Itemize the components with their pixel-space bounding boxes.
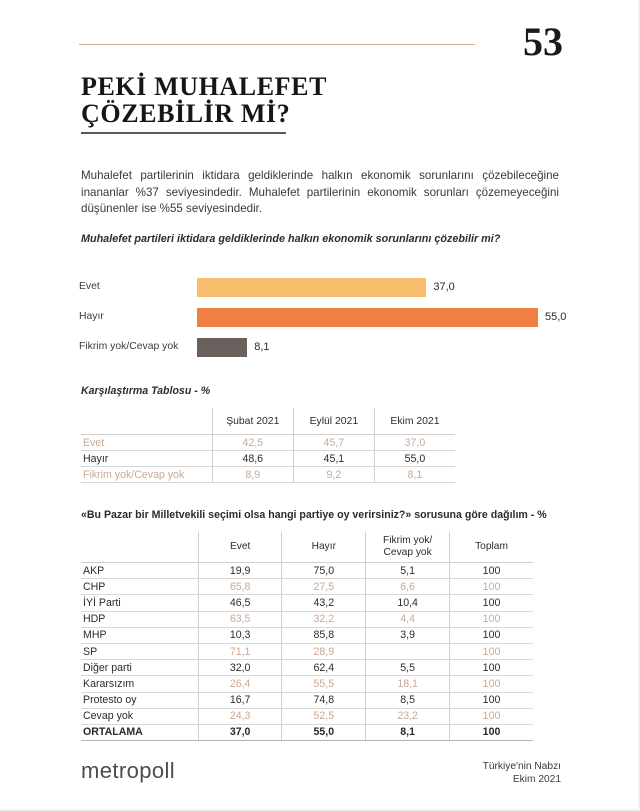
bar-row (79, 278, 569, 300)
table-cell: 16,7 (198, 692, 282, 708)
table-cell: 10,4 (366, 595, 450, 611)
bar-track (197, 338, 569, 357)
table-cell: 9,2 (293, 467, 374, 483)
table-cell: 100 (450, 627, 533, 643)
table-cell: 5,5 (366, 660, 450, 676)
page-header (79, 19, 563, 68)
column-header-toplam: Toplam (450, 532, 533, 563)
table-cell: 100 (450, 611, 533, 627)
column-header-blank (81, 408, 212, 435)
table-row (81, 579, 533, 595)
table-row (81, 563, 533, 579)
table-cell (366, 643, 450, 659)
table-cell: 37,0 (198, 724, 282, 740)
table-row (81, 708, 533, 724)
table-cell: 100 (450, 724, 533, 740)
bar-value: 8,1 (254, 341, 270, 353)
table-cell: 24,3 (198, 708, 282, 724)
table-cell: 26,4 (198, 676, 282, 692)
table-cell: 100 (450, 579, 533, 595)
bar-label: Evet (79, 281, 100, 292)
table-cell: 100 (450, 676, 533, 692)
survey-question: Muhalefet partileri iktidara geldiklerinde halkın ekonomik sorunlarını çözebilir mi? (81, 233, 501, 245)
table-cell: 27,5 (282, 579, 366, 595)
footer-meta-line-1: Türkiye'nin Nabzı (482, 761, 561, 772)
bar-row (79, 308, 569, 330)
table-cell: 32,2 (282, 611, 366, 627)
table-cell: 43,2 (282, 595, 366, 611)
row-label: Protesto oy (81, 692, 198, 708)
table-row (81, 692, 533, 708)
bar-chart (79, 278, 569, 368)
page-footer (81, 758, 561, 794)
table-row (81, 467, 455, 483)
column-header-evet: Evet (198, 532, 282, 563)
row-label: Cevap yok (81, 708, 198, 724)
summary-paragraph: Muhalefet partilerinin iktidara geldiklerinde halkın ekonomik sorunlarını çözebileceğine inananlar %37 seviyesindedir. Muhalefet partilerinin ekonomik sorunları çözemeyeceğini düşünenler ise %55 seviyesindedir. (81, 169, 559, 215)
party-table (81, 532, 533, 741)
table-row (81, 724, 533, 740)
column-header-blank (81, 532, 198, 563)
row-label: MHP (81, 627, 198, 643)
row-label: Evet (81, 435, 212, 451)
comparison-table (81, 408, 455, 483)
table-cell: 32,0 (198, 660, 282, 676)
table-cell: 85,8 (282, 627, 366, 643)
table-cell: 75,0 (282, 563, 366, 579)
table-row (81, 643, 533, 659)
row-label: AKP (81, 563, 198, 579)
table-cell: 23,2 (366, 708, 450, 724)
table-cell: 55,0 (374, 451, 455, 467)
table-cell: 62,4 (282, 660, 366, 676)
page-title-line-1: PEKİ MUHALEFET (81, 72, 328, 101)
table-cell: 8,1 (374, 467, 455, 483)
table-row (81, 451, 455, 467)
row-label: Fikrim yok/Cevap yok (81, 467, 212, 483)
table-cell: 52,5 (282, 708, 366, 724)
header-rule (79, 44, 475, 45)
table-cell: 8,5 (366, 692, 450, 708)
table-cell: 8,1 (366, 724, 450, 740)
bar-label: Fikrim yok/Cevap yok (79, 341, 179, 352)
table-cell: 42,5 (212, 435, 293, 451)
table-cell: 74,8 (282, 692, 366, 708)
page-number: 53 (523, 19, 563, 64)
row-label: Kararsızım (81, 676, 198, 692)
row-label: İYİ Parti (81, 595, 198, 611)
bar-label: Hayır (79, 311, 104, 322)
row-label: Hayır (81, 451, 212, 467)
table-cell: 100 (450, 660, 533, 676)
row-label: HDP (81, 611, 198, 627)
table-cell: 48,6 (212, 451, 293, 467)
table-cell: 45,1 (293, 451, 374, 467)
table-cell: 4,4 (366, 611, 450, 627)
table-cell: 3,9 (366, 627, 450, 643)
bar-track (197, 278, 569, 297)
table-header-row (81, 532, 533, 563)
table-cell: 18,1 (366, 676, 450, 692)
table-cell: 55,0 (282, 724, 366, 740)
table-cell: 100 (450, 692, 533, 708)
page-title-line-2: ÇÖZEBİLİR Mİ? (81, 99, 291, 128)
party-table-caption: «Bu Pazar bir Milletvekili seçimi olsa hangi partiye oy verirsiniz?» sorusuna göre dağılım - % (81, 509, 547, 521)
row-label: CHP (81, 579, 198, 595)
table-cell: 100 (450, 595, 533, 611)
table-cell: 100 (450, 563, 533, 579)
bar-value: 37,0 (433, 281, 455, 293)
table-row (81, 611, 533, 627)
table-row (81, 435, 455, 451)
table-cell: 19,9 (198, 563, 282, 579)
column-header-fikrim-yok (366, 532, 450, 563)
column-header-hayir: Hayır (282, 532, 366, 563)
footer-meta (483, 760, 561, 786)
page-title (81, 73, 501, 134)
bar-row (79, 338, 569, 360)
table-cell: 63,5 (198, 611, 282, 627)
party-table-section (81, 509, 547, 741)
table-cell: 8,9 (212, 467, 293, 483)
table-cell: 46,5 (198, 595, 282, 611)
table-cell: 65,8 (198, 579, 282, 595)
table-row (81, 676, 533, 692)
table-cell: 28,9 (282, 643, 366, 659)
row-label: Diğer parti (81, 660, 198, 676)
row-label: SP (81, 643, 198, 659)
table-row (81, 627, 533, 643)
bar-value: 55,0 (545, 311, 567, 323)
bar-fill (197, 278, 426, 297)
comparison-table-caption: Karşılaştırma Tablosu - % (81, 385, 211, 397)
comparison-table-section (81, 385, 455, 483)
table-row (81, 595, 533, 611)
table-cell: 10,3 (198, 627, 282, 643)
bar-fill (197, 308, 538, 327)
column-header-fikrim-yok-line-1: Fikrim yok/ (383, 535, 433, 546)
title-underline (81, 132, 286, 134)
table-cell: 5,1 (366, 563, 450, 579)
table-header-row (81, 408, 455, 435)
table-cell: 71,1 (198, 643, 282, 659)
column-header-fikrim-yok-line-2: Cevap yok (383, 547, 432, 558)
row-label: ORTALAMA (81, 724, 198, 740)
bar-track (197, 308, 569, 327)
column-header-subat: Şubat 2021 (212, 408, 293, 435)
table-cell: 100 (450, 643, 533, 659)
column-header-eylul: Eylül 2021 (293, 408, 374, 435)
column-header-ekim: Ekim 2021 (374, 408, 455, 435)
bar-fill (197, 338, 247, 357)
table-cell: 55,5 (282, 676, 366, 692)
table-cell: 37,0 (374, 435, 455, 451)
footer-meta-line-2: Ekim 2021 (512, 774, 561, 785)
table-row (81, 660, 533, 676)
metropoll-logo: metropoll (81, 758, 176, 783)
table-cell: 6,6 (366, 579, 450, 595)
table-cell: 45,7 (293, 435, 374, 451)
table-cell: 100 (450, 708, 533, 724)
